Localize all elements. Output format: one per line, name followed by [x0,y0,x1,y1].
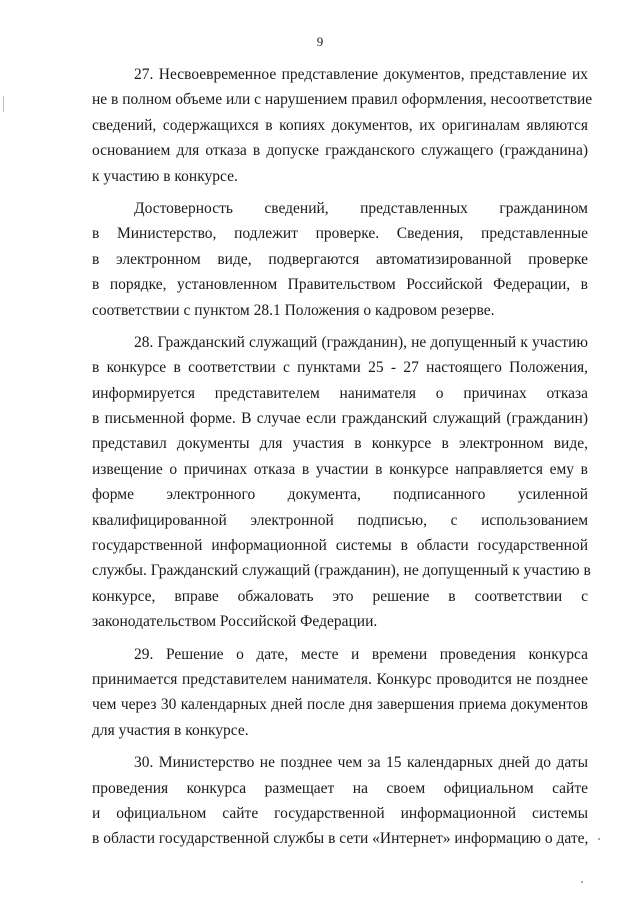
scan-speck [598,838,600,840]
paragraph-30 [92,750,588,852]
text-line: Достоверность сведений, представленных гражданином [134,199,588,217]
text-line: форме электронного документа, подписанного усиленной [92,486,588,504]
text-line: конкурсе, вправе обжаловать это решение в соответствии с [92,587,588,605]
page-number: 9 [316,34,324,49]
text-line: сведений, содержащихся в копиях документов, их оригиналам являются [92,116,588,134]
text-line: 27. Несвоевременное представление документов, представление их [134,66,588,83]
text-line: к участию в конкурсе. [92,167,238,185]
scan-speck [581,881,583,883]
text-line: информируется представителем нанимателя о причинах отказа [92,384,588,402]
text-line: основанием для отказа в допуске гражданского служащего (гражданина) [92,142,588,160]
paragraph-28 [92,330,591,635]
paragraph-27-reliability [92,196,588,323]
text-line: представил документы для участия в конкурсе в электронном виде, [92,435,588,453]
text-line: 29. Решение о дате, месте и времени проведения конкурса [134,645,588,663]
text-line: проведения конкурса размещает на своем официальном сайте [92,779,588,797]
paragraph-27 [92,62,593,189]
text-line: в письменной форме. В случае если гражданский служащий (гражданин) [92,410,588,428]
text-line: квалифицированной электронной подписью, с использованием [92,511,588,529]
text-line: в области государственной службы в сети «Интернет» информацию о дате, [92,830,589,848]
page-body [92,62,593,859]
text-line: 30. Министерство не позднее чем за 15 календарных дней до даты [134,754,588,772]
text-line: соответствии с пунктом 28.1 Положения о кадровом резерве. [92,301,495,319]
scan-margin-mark [3,96,4,112]
text-line: в конкурсе в соответствии с пунктами 25 - 27 настоящего Положения, [92,359,588,377]
text-line: законодательством Российской Федерации. [92,613,378,631]
text-line: службы. Гражданский служащий (гражданин), не допущенный к участию в [92,562,591,580]
text-line: в Министерство, подлежит проверке. Сведения, представленные [92,225,588,243]
text-line: извещение о причинах отказа в участии в конкурсе направляется ему в [92,460,588,478]
paragraph-29 [92,642,588,744]
text-line: в порядке, установленном Правительством Российской Федерации, в [92,276,588,294]
text-line: 28. Гражданский служащий (гражданин), не допущенный к участию [134,333,588,351]
text-line: и официальном сайте государственной информационной системы [92,804,588,822]
text-line: для участия в конкурсе. [92,721,249,739]
text-line: в электронном виде, подвергаются автоматизированной проверке [92,250,588,268]
text-line: не в полном объеме или с нарушением правил оформления, несоответствие [92,91,593,109]
text-line: чем через 30 календарных дней после дня завершения приема документов [92,696,588,714]
text-line: государственной информационной системы в области государственной [92,537,588,555]
text-line: принимается представителем нанимателя. Конкурс проводится не позднее [92,670,588,688]
